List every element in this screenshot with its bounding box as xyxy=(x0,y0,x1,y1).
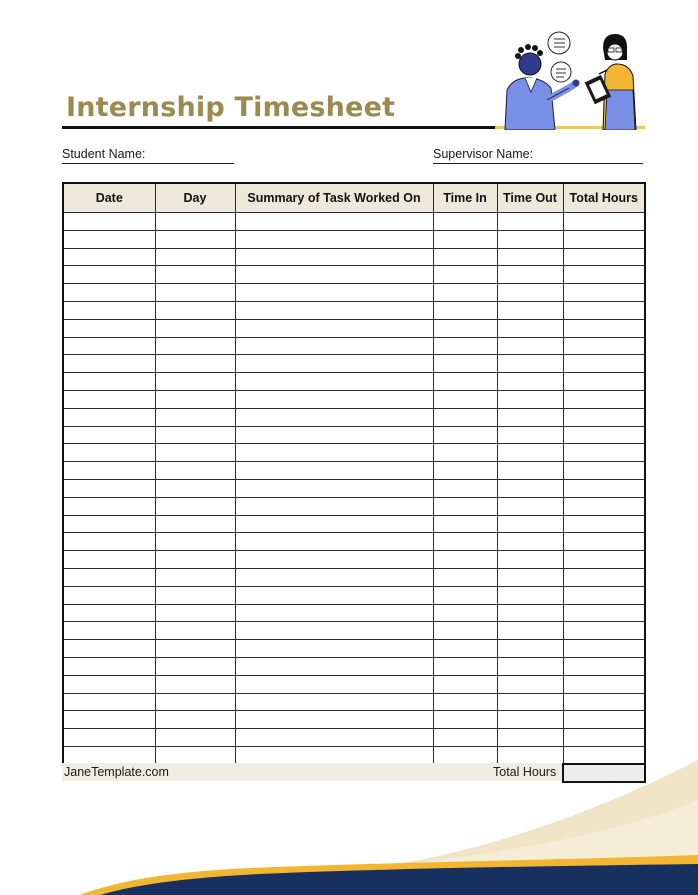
total-hours-cell[interactable] xyxy=(563,444,645,462)
time-out-cell[interactable] xyxy=(497,248,563,266)
total-hours-cell[interactable] xyxy=(563,248,645,266)
date-cell[interactable] xyxy=(63,551,155,569)
table-row xyxy=(63,355,645,373)
date-cell[interactable] xyxy=(63,301,155,319)
total-hours-cell[interactable] xyxy=(563,568,645,586)
time-out-cell[interactable] xyxy=(497,693,563,711)
date-cell[interactable] xyxy=(63,622,155,640)
day-cell[interactable] xyxy=(155,479,235,497)
time-out-cell[interactable] xyxy=(497,568,563,586)
day-cell[interactable] xyxy=(155,408,235,426)
total-hours-cell[interactable] xyxy=(563,675,645,693)
time-out-cell[interactable] xyxy=(497,462,563,480)
date-cell[interactable] xyxy=(63,213,155,231)
date-cell[interactable] xyxy=(63,675,155,693)
date-cell[interactable] xyxy=(63,657,155,675)
total-hours-cell[interactable] xyxy=(563,711,645,729)
summary-cell[interactable] xyxy=(235,497,433,515)
time-out-cell[interactable] xyxy=(497,604,563,622)
table-header-row xyxy=(63,183,645,213)
date-cell[interactable] xyxy=(63,319,155,337)
page-title: Internship Timesheet xyxy=(66,92,396,123)
summary-cell[interactable] xyxy=(235,586,433,604)
time-out-cell[interactable] xyxy=(497,657,563,675)
day-cell[interactable] xyxy=(155,337,235,355)
column-header-total-hours: Total Hours xyxy=(563,183,645,213)
day-cell[interactable] xyxy=(155,693,235,711)
time-in-cell[interactable] xyxy=(433,373,497,391)
time-in-cell[interactable] xyxy=(433,248,497,266)
day-cell[interactable] xyxy=(155,551,235,569)
total-hours-cell[interactable] xyxy=(563,622,645,640)
date-cell[interactable] xyxy=(63,693,155,711)
day-cell[interactable] xyxy=(155,533,235,551)
timesheet-table xyxy=(62,182,646,766)
time-out-cell[interactable] xyxy=(497,301,563,319)
total-hours-cell[interactable] xyxy=(563,373,645,391)
time-in-cell[interactable] xyxy=(433,390,497,408)
time-out-cell[interactable] xyxy=(497,337,563,355)
day-cell[interactable] xyxy=(155,426,235,444)
table-row xyxy=(63,568,645,586)
table-row xyxy=(63,301,645,319)
time-out-cell[interactable] xyxy=(497,266,563,284)
time-in-cell[interactable] xyxy=(433,533,497,551)
summary-cell[interactable] xyxy=(235,230,433,248)
summary-cell[interactable] xyxy=(235,479,433,497)
day-cell[interactable] xyxy=(155,497,235,515)
day-cell[interactable] xyxy=(155,515,235,533)
table-row xyxy=(63,515,645,533)
summary-cell[interactable] xyxy=(235,301,433,319)
total-hours-cell[interactable] xyxy=(563,640,645,658)
total-hours-cell[interactable] xyxy=(563,319,645,337)
total-hours-cell[interactable] xyxy=(563,426,645,444)
time-out-cell[interactable] xyxy=(497,284,563,302)
time-out-cell[interactable] xyxy=(497,390,563,408)
time-in-cell[interactable] xyxy=(433,693,497,711)
table-row xyxy=(63,266,645,284)
time-in-cell[interactable] xyxy=(433,586,497,604)
time-in-cell[interactable] xyxy=(433,729,497,747)
day-cell[interactable] xyxy=(155,301,235,319)
time-in-cell[interactable] xyxy=(433,675,497,693)
time-in-cell[interactable] xyxy=(433,301,497,319)
time-in-cell[interactable] xyxy=(433,230,497,248)
time-in-cell[interactable] xyxy=(433,266,497,284)
speech-bubble-list-icon xyxy=(548,32,570,54)
total-hours-cell[interactable] xyxy=(563,266,645,284)
table-row xyxy=(63,230,645,248)
day-cell[interactable] xyxy=(155,284,235,302)
table-row xyxy=(63,693,645,711)
day-cell[interactable] xyxy=(155,373,235,391)
time-out-cell[interactable] xyxy=(497,711,563,729)
summary-cell[interactable] xyxy=(235,266,433,284)
total-hours-cell[interactable] xyxy=(563,462,645,480)
column-header-date: Date xyxy=(63,183,155,213)
day-cell[interactable] xyxy=(155,604,235,622)
total-hours-cell[interactable] xyxy=(563,604,645,622)
summary-cell[interactable] xyxy=(235,248,433,266)
day-cell[interactable] xyxy=(155,355,235,373)
time-in-cell[interactable] xyxy=(433,444,497,462)
column-header-time-in: Time In xyxy=(433,183,497,213)
total-hours-cell[interactable] xyxy=(563,586,645,604)
table-row xyxy=(63,675,645,693)
time-in-cell[interactable] xyxy=(433,515,497,533)
total-hours-cell[interactable] xyxy=(563,497,645,515)
time-out-cell[interactable] xyxy=(497,373,563,391)
time-out-cell[interactable] xyxy=(497,355,563,373)
summary-cell[interactable] xyxy=(235,622,433,640)
date-cell[interactable] xyxy=(63,444,155,462)
table-row xyxy=(63,426,645,444)
total-hours-cell[interactable] xyxy=(563,657,645,675)
time-in-cell[interactable] xyxy=(433,640,497,658)
summary-cell[interactable] xyxy=(235,337,433,355)
date-cell[interactable] xyxy=(63,373,155,391)
table-row xyxy=(63,479,645,497)
total-hours-cell[interactable] xyxy=(563,213,645,231)
date-cell[interactable] xyxy=(63,337,155,355)
table-row xyxy=(63,729,645,747)
student-name-label: Student Name: xyxy=(62,147,146,161)
supervisor-name-label: Supervisor Name: xyxy=(433,147,534,161)
total-hours-cell[interactable] xyxy=(563,337,645,355)
summary-cell[interactable] xyxy=(235,640,433,658)
time-out-cell[interactable] xyxy=(497,586,563,604)
total-hours-cell[interactable] xyxy=(563,479,645,497)
total-hours-cell[interactable] xyxy=(563,729,645,747)
date-cell[interactable] xyxy=(63,479,155,497)
time-out-cell[interactable] xyxy=(497,675,563,693)
time-out-cell[interactable] xyxy=(497,408,563,426)
date-cell[interactable] xyxy=(63,284,155,302)
summary-cell[interactable] xyxy=(235,444,433,462)
table-row xyxy=(63,497,645,515)
time-in-cell[interactable] xyxy=(433,408,497,426)
table-row xyxy=(63,248,645,266)
total-hours-cell[interactable] xyxy=(563,355,645,373)
day-cell[interactable] xyxy=(155,711,235,729)
day-cell[interactable] xyxy=(155,213,235,231)
column-header-time-out: Time Out xyxy=(497,183,563,213)
student-name-field[interactable] xyxy=(62,147,234,164)
date-cell[interactable] xyxy=(63,604,155,622)
time-in-cell[interactable] xyxy=(433,462,497,480)
date-cell[interactable] xyxy=(63,355,155,373)
summary-cell[interactable] xyxy=(235,355,433,373)
day-cell[interactable] xyxy=(155,675,235,693)
time-in-cell[interactable] xyxy=(433,497,497,515)
total-hours-cell[interactable] xyxy=(563,533,645,551)
summary-cell[interactable] xyxy=(235,693,433,711)
site-credit: JaneTemplate.com xyxy=(64,765,169,779)
time-out-cell[interactable] xyxy=(497,213,563,231)
table-row xyxy=(63,337,645,355)
time-in-cell[interactable] xyxy=(433,604,497,622)
time-in-cell[interactable] xyxy=(433,622,497,640)
summary-cell[interactable] xyxy=(235,729,433,747)
date-cell[interactable] xyxy=(63,640,155,658)
date-cell[interactable] xyxy=(63,248,155,266)
time-out-cell[interactable] xyxy=(497,230,563,248)
time-out-cell[interactable] xyxy=(497,444,563,462)
column-header-day: Day xyxy=(155,183,235,213)
time-out-cell[interactable] xyxy=(497,640,563,658)
time-out-cell[interactable] xyxy=(497,319,563,337)
summary-cell[interactable] xyxy=(235,373,433,391)
table-row xyxy=(63,586,645,604)
table-row xyxy=(63,408,645,426)
time-in-cell[interactable] xyxy=(433,284,497,302)
time-out-cell[interactable] xyxy=(497,533,563,551)
time-out-cell[interactable] xyxy=(497,515,563,533)
date-cell[interactable] xyxy=(63,266,155,284)
time-in-cell[interactable] xyxy=(433,657,497,675)
time-in-cell[interactable] xyxy=(433,711,497,729)
date-cell[interactable] xyxy=(63,729,155,747)
table-row xyxy=(63,657,645,675)
total-hours-cell[interactable] xyxy=(563,408,645,426)
time-out-cell[interactable] xyxy=(497,479,563,497)
speech-bubble-text-icon xyxy=(551,62,571,82)
table-row xyxy=(63,533,645,551)
date-cell[interactable] xyxy=(63,586,155,604)
table-row xyxy=(63,462,645,480)
total-hours-label: Total Hours xyxy=(493,765,557,779)
day-cell[interactable] xyxy=(155,248,235,266)
summary-cell[interactable] xyxy=(235,711,433,729)
table-row xyxy=(63,622,645,640)
time-out-cell[interactable] xyxy=(497,551,563,569)
time-out-cell[interactable] xyxy=(497,426,563,444)
time-in-cell[interactable] xyxy=(433,568,497,586)
decorative-wave xyxy=(0,760,698,895)
day-cell[interactable] xyxy=(155,390,235,408)
date-cell[interactable] xyxy=(63,515,155,533)
summary-cell[interactable] xyxy=(235,533,433,551)
day-cell[interactable] xyxy=(155,657,235,675)
summary-cell[interactable] xyxy=(235,319,433,337)
date-cell[interactable] xyxy=(63,497,155,515)
summary-cell[interactable] xyxy=(235,568,433,586)
date-cell[interactable] xyxy=(63,426,155,444)
time-in-cell[interactable] xyxy=(433,319,497,337)
total-hours-cell[interactable] xyxy=(563,230,645,248)
table-row xyxy=(63,373,645,391)
date-cell[interactable] xyxy=(63,462,155,480)
day-cell[interactable] xyxy=(155,266,235,284)
table-row xyxy=(63,444,645,462)
time-out-cell[interactable] xyxy=(497,497,563,515)
day-cell[interactable] xyxy=(155,622,235,640)
summary-cell[interactable] xyxy=(235,213,433,231)
time-in-cell[interactable] xyxy=(433,426,497,444)
day-cell[interactable] xyxy=(155,230,235,248)
date-cell[interactable] xyxy=(63,568,155,586)
day-cell[interactable] xyxy=(155,444,235,462)
day-cell[interactable] xyxy=(155,640,235,658)
table-row xyxy=(63,604,645,622)
total-hours-cell[interactable] xyxy=(563,284,645,302)
date-cell[interactable] xyxy=(63,533,155,551)
day-cell[interactable] xyxy=(155,729,235,747)
table-row xyxy=(63,390,645,408)
time-in-cell[interactable] xyxy=(433,337,497,355)
summary-cell[interactable] xyxy=(235,462,433,480)
table-row xyxy=(63,284,645,302)
date-cell[interactable] xyxy=(63,711,155,729)
illustration-people xyxy=(495,30,645,130)
day-cell[interactable] xyxy=(155,319,235,337)
table-row xyxy=(63,551,645,569)
day-cell[interactable] xyxy=(155,462,235,480)
total-hours-cell[interactable] xyxy=(563,390,645,408)
column-header-summary: Summary of Task Worked On xyxy=(235,183,433,213)
table-row xyxy=(63,319,645,337)
summary-cell[interactable] xyxy=(235,604,433,622)
time-in-cell[interactable] xyxy=(433,213,497,231)
summary-cell[interactable] xyxy=(235,675,433,693)
time-in-cell[interactable] xyxy=(433,355,497,373)
total-hours-cell[interactable] xyxy=(563,515,645,533)
summary-cell[interactable] xyxy=(235,426,433,444)
day-cell[interactable] xyxy=(155,568,235,586)
time-out-cell[interactable] xyxy=(497,622,563,640)
date-cell[interactable] xyxy=(63,408,155,426)
date-cell[interactable] xyxy=(63,390,155,408)
summary-cell[interactable] xyxy=(235,515,433,533)
summary-cell[interactable] xyxy=(235,390,433,408)
table-row xyxy=(63,640,645,658)
summary-cell[interactable] xyxy=(235,284,433,302)
time-in-cell[interactable] xyxy=(433,551,497,569)
supervisor-name-field[interactable] xyxy=(433,147,643,164)
total-hours-cell[interactable] xyxy=(563,551,645,569)
summary-cell[interactable] xyxy=(235,551,433,569)
time-in-cell[interactable] xyxy=(433,479,497,497)
total-hours-cell[interactable] xyxy=(563,693,645,711)
table-body xyxy=(63,213,645,765)
summary-cell[interactable] xyxy=(235,408,433,426)
day-cell[interactable] xyxy=(155,586,235,604)
time-out-cell[interactable] xyxy=(497,729,563,747)
table-row xyxy=(63,711,645,729)
date-cell[interactable] xyxy=(63,230,155,248)
table-row xyxy=(63,213,645,231)
total-hours-cell[interactable] xyxy=(563,301,645,319)
summary-cell[interactable] xyxy=(235,657,433,675)
